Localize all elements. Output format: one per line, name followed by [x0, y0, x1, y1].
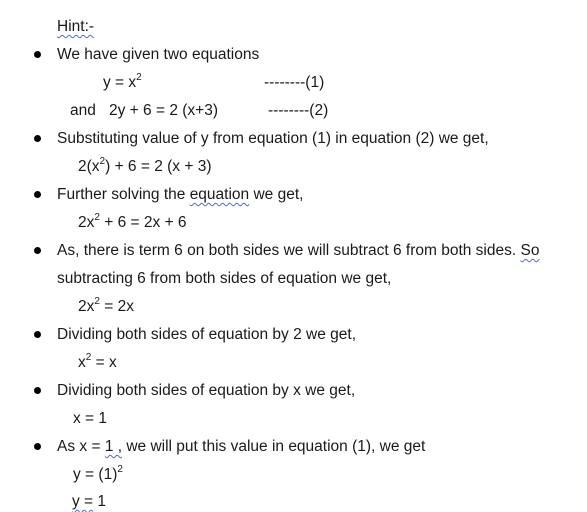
bullet-icon — [34, 387, 41, 394]
spellcheck-marked-word: 1 , — [104, 438, 123, 455]
step-equation: $2x^2 + 6 = 2x + 6$ — [78, 211, 187, 231]
bullet-icon — [34, 247, 41, 254]
spellcheck-marked-word: y = — [72, 493, 94, 510]
and-label: and — [70, 102, 96, 119]
step-text: Dividing both sides of equation by 2 we get, — [57, 326, 356, 343]
spellcheck-marked-word: So — [520, 242, 540, 259]
step-text: We have given two equations — [57, 46, 260, 63]
bullet-icon — [34, 331, 41, 338]
step-text: Dividing both sides of equation by x we get, — [57, 382, 356, 399]
step-equation: $2(x^2) + 6 = 2$ (x + 3) — [78, 155, 212, 175]
step-text: Substituting value of y from equation (1) in equation (2) we get, — [57, 130, 489, 147]
spellcheck-marked-word: equation — [189, 186, 250, 203]
bullet-icon — [34, 51, 41, 58]
bullet-icon — [34, 191, 41, 198]
bullet-icon — [34, 135, 41, 142]
step-text: As x = 1 , we will put this value in equation (1), we get — [57, 438, 426, 455]
step-text: As, there is term 6 on both sides we will subtract 6 from both sides. So — [57, 242, 540, 259]
step-equation: x = 1 — [73, 410, 108, 427]
equation-ref-1: --------(1) — [264, 74, 325, 91]
step-text-continued: subtracting 6 from both sides of equation we get, — [57, 270, 392, 287]
step-text: Further solving the equation we get, — [57, 186, 304, 203]
step-equation: $y = (1)^2$ — [73, 463, 123, 483]
hint-heading — [57, 17, 94, 37]
step-equation: $2x^2 = 2x$ — [78, 295, 134, 315]
hint-label: Hint:- — [57, 18, 95, 35]
equation-ref-2: --------(2) — [268, 102, 329, 119]
final-result: y = 1 — [72, 493, 107, 510]
step-equation: $x^2 = x$ — [78, 351, 117, 371]
bullet-icon — [34, 443, 41, 450]
equation-1: $y = x^2$ — [103, 71, 142, 91]
equation-2: 2y + 6 = 2 (x+3) — [109, 102, 218, 119]
